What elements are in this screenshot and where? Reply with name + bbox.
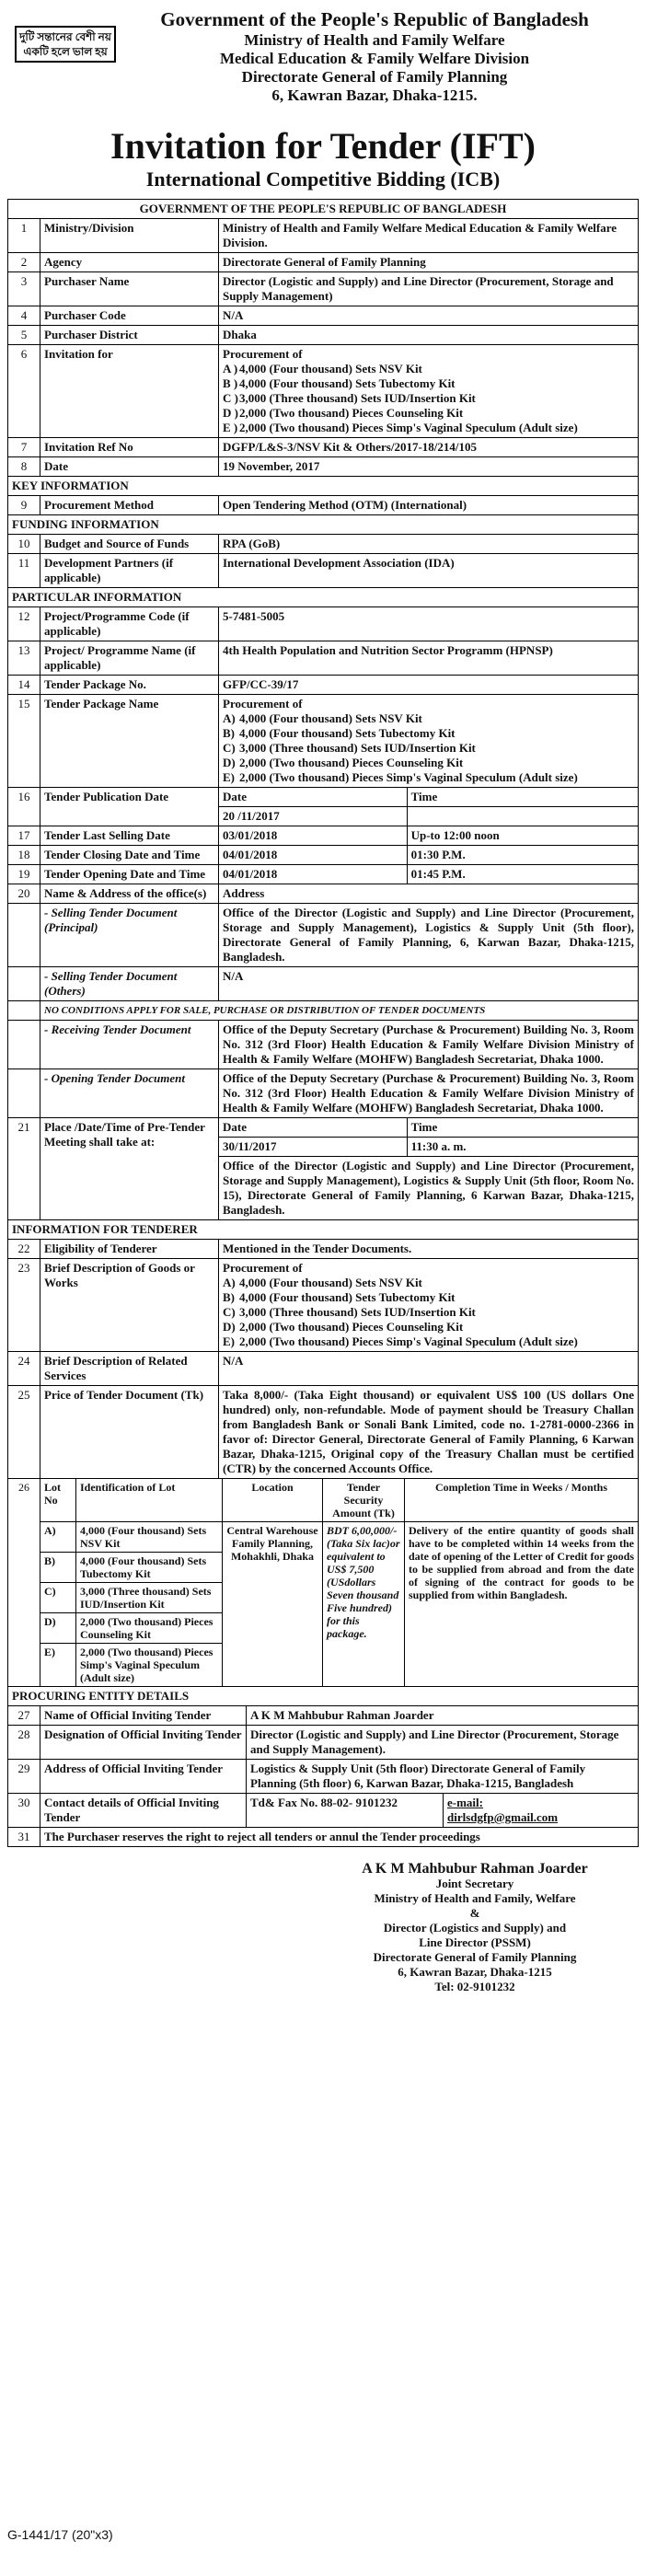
table-row: 22 Eligibility of Tenderer Mentioned in the Tender Documents. [8, 1240, 639, 1259]
item-list [223, 1276, 634, 1349]
family-planning-slogan: দুটি সন্তানের বেশী নয় একটি হলে ভাল হয় [15, 26, 116, 63]
item-list [223, 362, 634, 435]
section-heading: KEY INFORMATION [8, 477, 639, 496]
table-row: E) 2,000 (Two thousand) Pieces Simp's Vaginal Speculum (Adult size) [8, 1644, 639, 1687]
table-row: 20 /11/2017 [8, 807, 639, 826]
table-row: 9 Procurement Method Open Tendering Method (OTM) (International) [8, 496, 639, 515]
table-row: 30/11/2017 11:30 a. m. [8, 1138, 639, 1157]
table-row: C) 3,000 (Three thousand) Sets IUD/Insertion Kit [8, 1583, 639, 1613]
table-row: 19 Tender Opening Date and Time 04/01/2018 01:45 P.M. [8, 865, 639, 884]
table-row: 24 Brief Description of Related Services N/A [8, 1352, 639, 1386]
table-row: 18 Tender Closing Date and Time 04/01/2018 01:30 P.M. [8, 846, 639, 865]
list-item: E) 2,000 (Two thousand) Pieces Simp's Vaginal Speculum (Adult size) [223, 1334, 578, 1348]
table-row: 25 Price of Tender Document (Tk) Taka 8,000/- (Taka Eight thousand) or equivalent US$ 100 (US dollars One hundred) only, non-refundable. Mode of payment should be Treasury Challan from Bangladesh Bank or Sonali Bank Limited, code no. 1-2781-0000-2366 in favor of: Director General, Directorate General of Family Planning, 6 Karwan Bazar, Dhaka-1215, Original copy of the Treasury Challan must be certified (CTR) by the concerned Accounts Office. [8, 1386, 639, 1479]
list-item: C )3,000 (Three thousand) Sets IUD/Insertion Kit [223, 391, 476, 405]
table-row: 3 Purchaser Name Director (Logistic and Supply) and Line Director (Procurement, Storage and Supply Management) [8, 272, 639, 306]
table-row: 14 Tender Package No. GFP/CC-39/17 [8, 676, 639, 695]
table-row: 27 Name of Official Inviting Tender A K M Mahbubur Rahman Joarder [8, 1706, 639, 1726]
list-item: D )2,000 (Two thousand) Pieces Counseling Kit [223, 406, 464, 420]
page-subtitle: International Competitive Bidding (ICB) [145, 167, 501, 191]
tender-table [7, 218, 639, 1479]
ministry-name: Ministry of Health and Family Welfare [244, 31, 505, 49]
table-row: 10 Budget and Source of Funds RPA (GoB) [8, 535, 639, 554]
list-item: B ) 4,000 (Four thousand) Sets Tubectomy Kit [223, 376, 456, 390]
table-row: - Selling Tender Document (Others) N/A [8, 967, 639, 1001]
list-item: E) 2,000 (Two thousand) Pieces Simp's Vaginal Speculum (Adult size) [223, 770, 578, 784]
tender-notice [7, 7, 639, 1994]
signature-block: A K M Mahbubur Rahman Joarder Joint Secretary Ministry of Health and Family, Welfare & Director (Logistics and Supply) and Line Director (PSSM) Directorate General of Family Planning 6, Kawran Bazar, Dhaka-1215 Tel: 02-9101232 [311, 1862, 639, 1994]
table-row: D) 2,000 (Two thousand) Pieces Counseling Kit [8, 1613, 639, 1644]
table-row: - Receiving Tender Document Office of the Deputy Secretary (Purchase & Procurement) Building No. 3, Room No. 312 (3rd Floor) Health Education & Family Welfare Division Ministry of Health & Family Welfare (MOHFW) Bangladesh Secretariat, Dhaka 1000. [8, 1021, 639, 1069]
division-name: Medical Education & Family Welfare Division [219, 50, 530, 67]
item-list [223, 711, 634, 785]
list-item: A ) 4,000 (Four thousand) Sets NSV Kit [223, 362, 422, 375]
table-row: 17 Tender Last Selling Date 03/01/2018 Up-to 12:00 noon [8, 826, 639, 846]
header-text [110, 7, 639, 105]
government-header [7, 7, 639, 120]
section-heading: PROCURING ENTITY DETAILS [8, 1687, 639, 1706]
section-heading: INFORMATION FOR TENDERER [8, 1220, 639, 1240]
advertisement-code: G-1441/17 (20"x3) [7, 2527, 113, 2542]
directorate-name: Directorate General of Family Planning [241, 68, 508, 86]
list-item: A) 4,000 (Four thousand) Sets NSV Kit [223, 1276, 422, 1289]
section-heading: PARTICULAR INFORMATION [8, 588, 639, 607]
list-item: D) 2,000 (Two thousand) Pieces Counseling Kit [223, 756, 464, 769]
table-row: 11 Development Partners (if applicable) International Development Association (IDA) [8, 554, 639, 588]
section-heading: FUNDING INFORMATION [8, 515, 639, 535]
table-row: 26 Lot No Identification of Lot Location Tender Security Amount (Tk) Completion Time in Weeks / Months [8, 1479, 639, 1522]
table-row: NO CONDITIONS APPLY FOR SALE, PURCHASE OR DISTRIBUTION OF TENDER DOCUMENTS [8, 1001, 639, 1021]
table-row: 7 Invitation Ref No DGFP/L&S-3/NSV Kit & Others/2017-18/214/105 [8, 438, 639, 457]
table-row: B) 4,000 (Four thousand) Sets Tubectomy Kit [8, 1553, 639, 1583]
list-item: A) 4,000 (Four thousand) Sets NSV Kit [223, 711, 422, 725]
list-item: B) 4,000 (Four thousand) Sets Tubectomy Kit [223, 1290, 456, 1304]
list-item: C) 3,000 (Three thousand) Sets IUD/Insertion Kit [223, 1305, 476, 1319]
table-row: 30 Contact details of Official Inviting Tender Td& Fax No. 88-02- 9101232 e-mail: dirlsdgfp@gmail.com [8, 1794, 639, 1828]
lot-table [7, 1479, 639, 1687]
table-row: 1 Ministry/Division Ministry of Health and Family Welfare Medical Education & Family Welfare Division. [8, 219, 639, 253]
table-row: 6 Invitation for Procurement of A ) 4,000 (Four thousand) Sets NSV Kit B ) 4,000 (Four thousand) Sets Tubectomy Kit C )3,000 (Three thousand) Sets IUD/Insertion Kit D )2,000 (Two thousand) Pieces Counseling Kit E ) 2,000 (Two thousand) Pieces Simp's Vaginal Speculum (Adult size) [8, 345, 639, 438]
table-row: 8 Date 19 November, 2017 [8, 457, 639, 477]
table-row: 16 Tender Publication Date Date Time [8, 788, 639, 807]
table-row: Office of the Director (Logistic and Supply) and Line Director (Procurement, Storage and Supply Management), Logistics & Supply Unit (5th floor, Room No. 15), Directorate General of Family Planning, 6 Karwan Bazar, Dhaka-1215, Bangladesh. [8, 1157, 639, 1220]
table-title: GOVERNMENT OF THE PEOPLE'S REPUBLIC OF BANGLADESH [7, 199, 639, 218]
table-row: 15 Tender Package Name Procurement of A) 4,000 (Four thousand) Sets NSV Kit B) 4,000 (Four thousand) Sets Tubectomy Kit C) 3,000 (Three thousand) Sets IUD/Insertion Kit D) 2,000 (Two thousand) Pieces Counseling Kit E) 2,000 (Two thousand) Pieces Simp's Vaginal Speculum (Adult size) [8, 695, 639, 788]
government-name: Government of the People's Republic of Bangladesh [160, 8, 589, 30]
procuring-table [7, 1687, 639, 1847]
table-row: 5 Purchaser District Dhaka [8, 326, 639, 345]
table-row: 2 Agency Directorate General of Family Planning [8, 253, 639, 272]
table-row: 4 Purchaser Code N/A [8, 306, 639, 326]
signatory-name: A K M Mahbubur Rahman Joarder [362, 1861, 588, 1877]
table-row: - Opening Tender Document Office of the Deputy Secretary (Purchase & Procurement) Building No. 3, Room No. 312 (3rd Floor) Health Education & Family Welfare Division Ministry of Health & Family Welfare (MOHFW) Bangladesh Secretariat, Dhaka 1000. [8, 1069, 639, 1118]
table-row: 29 Address of Official Inviting Tender Logistics & Supply Unit (5th floor) Directorate General of Family Planning (5th floor) 6, Karwan Bazar, Dhaka-1215, Bangladesh [8, 1760, 639, 1794]
table-row: 12 Project/Programme Code (if applicable) 5-7481-5005 [8, 607, 639, 641]
list-item: C) 3,000 (Three thousand) Sets IUD/Insertion Kit [223, 741, 476, 755]
table-row: 23 Brief Description of Goods or Works Procurement of A) 4,000 (Four thousand) Sets NSV Kit B) 4,000 (Four thousand) Sets Tubectomy Kit C) 3,000 (Three thousand) Sets IUD/Insertion Kit D) 2,000 (Two thousand) Pieces Counseling Kit E) 2,000 (Two thousand) Pieces Simp's Vaginal Speculum (Adult size) [8, 1259, 639, 1352]
table-row: 21 Place /Date/Time of Pre-Tender Meeting shall take at: Date Time [8, 1118, 639, 1138]
table-row: - Selling Tender Document (Principal) Office of the Director (Logistic and Supply) and Line Director (Procurement, Storage and Supply Management), Logistics & Supply Unit (5th floor), Directorate General of Family Planning, 6, Karwan Bazar, Dhaka-1215, Bangladesh. [8, 904, 639, 967]
list-item: E ) 2,000 (Two thousand) Pieces Simp's Vaginal Speculum (Adult size) [223, 421, 578, 434]
list-item: D) 2,000 (Two thousand) Pieces Counseling Kit [223, 1320, 464, 1334]
list-item: B) 4,000 (Four thousand) Sets Tubectomy Kit [223, 726, 456, 740]
email-link[interactable]: dirlsdgfp@gmail.com [447, 1810, 559, 1824]
header-address: 6, Kawran Bazar, Dhaka-1215. [271, 87, 478, 104]
table-row: A) 4,000 (Four thousand) Sets NSV Kit Central Warehouse Family Planning, Mohakhli, Dhaka BDT 6,00,000/- (Taka Six lac)or equivalent to US$ 7,500 (USdollars Seven thousand Five hundred) for this package. Delivery of the entire quantity of goods shall have to be completed within 14 weeks from the date of opening of the Letter of Credit for goods to be supplied from abroad and from the date of signing of the contract for goods to be supplied from within Bangladesh. [8, 1522, 639, 1553]
table-row: 13 Project/ Programme Name (if applicable) 4th Health Population and Nutrition Sector Programm (HPNSP) [8, 641, 639, 676]
page-title: Invitation for Tender (IFT) [110, 125, 536, 167]
table-row: 31 The Purchaser reserves the right to reject all tenders or annul the Tender proceedings [8, 1828, 639, 1847]
table-row: 28 Designation of Official Inviting Tender Director (Logistic and Supply) and Line Director (Procurement, Storage and Supply Management). [8, 1726, 639, 1760]
table-row: 20 Name & Address of the office(s) Address [8, 884, 639, 904]
